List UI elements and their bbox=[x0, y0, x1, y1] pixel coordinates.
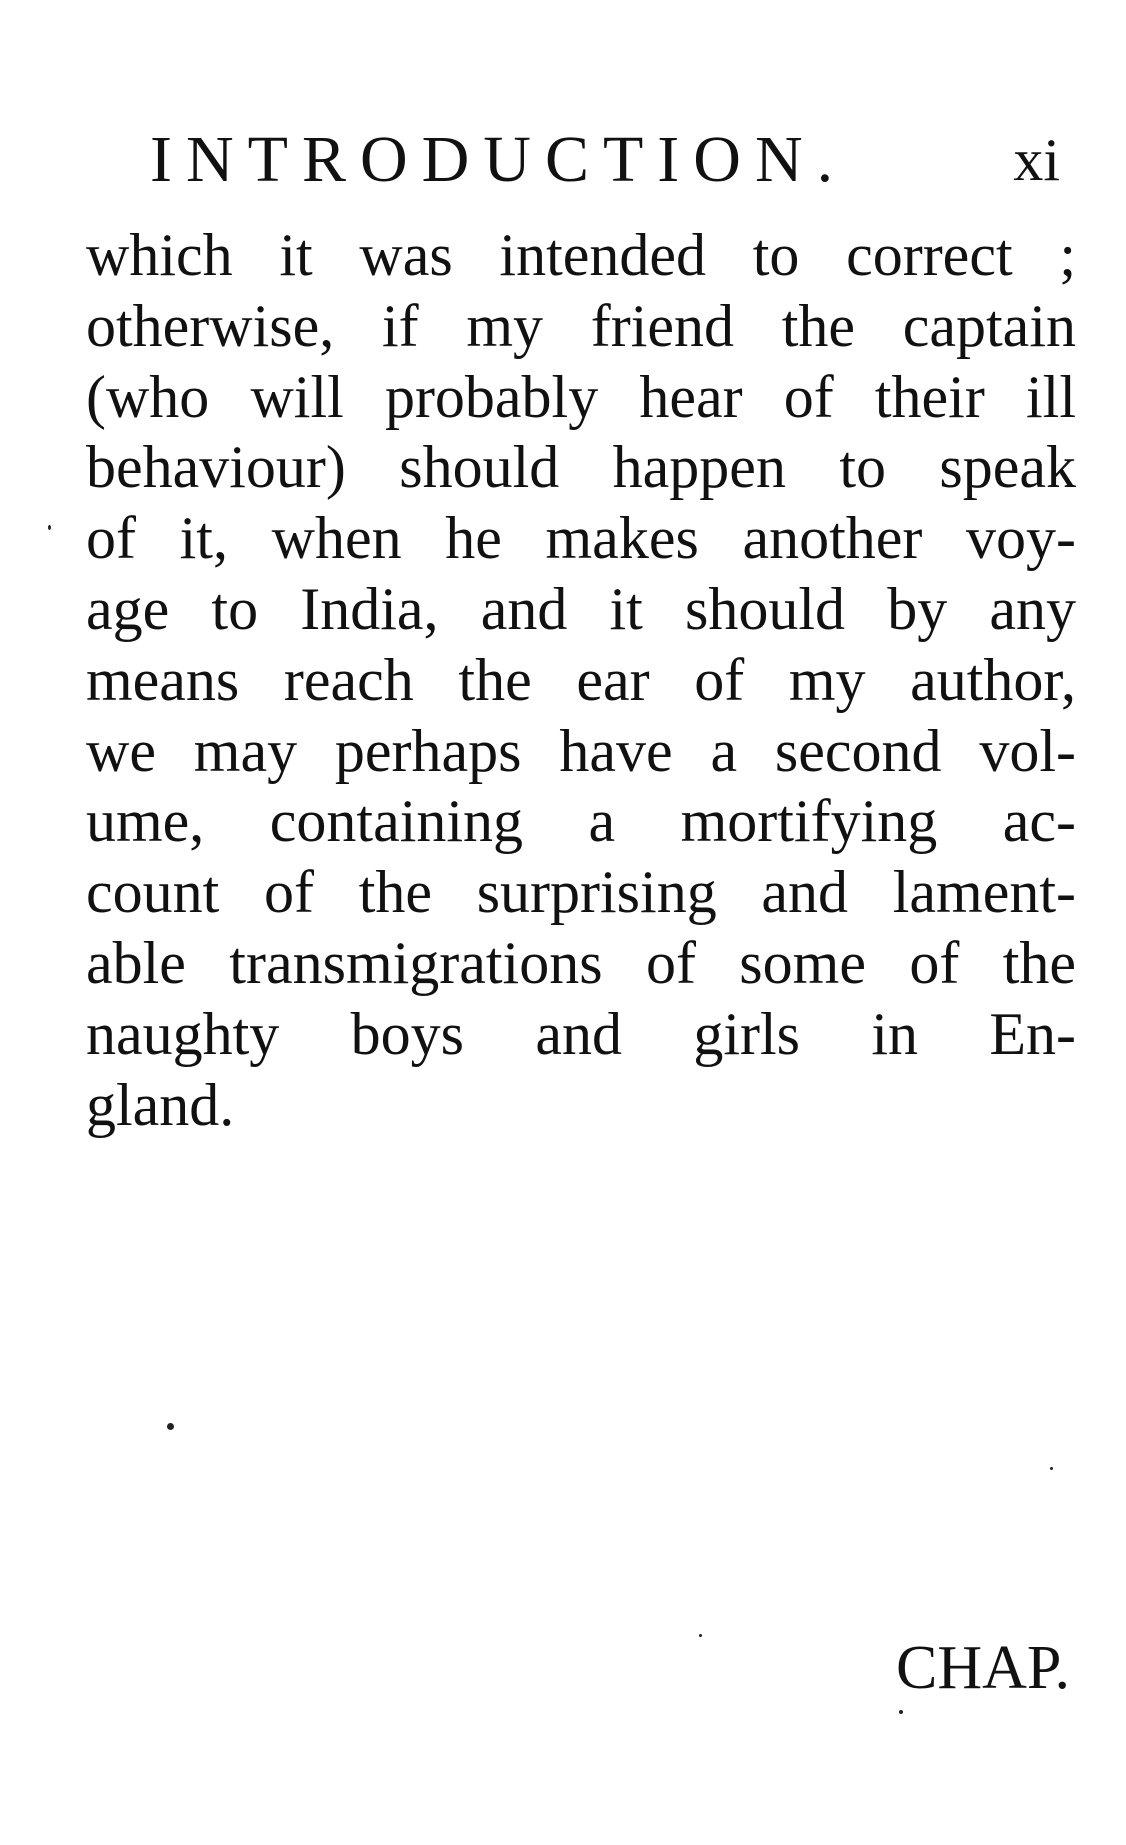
text-line: behaviour) should happen to speak bbox=[86, 434, 1076, 501]
text-line: gland. bbox=[86, 1071, 235, 1138]
text-line: naughty boys and girls in En- bbox=[86, 1000, 1076, 1067]
text-line: of it, when he makes another voy- bbox=[86, 505, 1076, 572]
ink-speck bbox=[48, 525, 51, 530]
text-line: able transmigrations of some of the bbox=[86, 929, 1076, 996]
ink-speck bbox=[167, 1423, 174, 1430]
text-line: count of the surprising and lament- bbox=[86, 859, 1076, 926]
text-line: otherwise, if my friend the captain bbox=[86, 292, 1076, 359]
text-line: ume, containing a mortifying ac- bbox=[86, 788, 1076, 855]
ink-speck bbox=[1050, 1467, 1053, 1470]
text-line: (who will probably hear of their ill bbox=[86, 363, 1076, 430]
text-line: we may perhaps have a second vol- bbox=[86, 717, 1076, 784]
text-line: means reach the ear of my author, bbox=[86, 646, 1076, 713]
running-head bbox=[150, 120, 1060, 200]
ink-speck bbox=[699, 1634, 702, 1637]
ink-speck bbox=[899, 1710, 903, 1714]
text-line: age to India, and it should by any bbox=[86, 575, 1076, 642]
text-line: which it was intended to correct ; bbox=[86, 222, 1076, 288]
running-head-title: INTRODUCTION. bbox=[150, 123, 848, 196]
body-text bbox=[86, 220, 1076, 1140]
page-number: xi bbox=[1013, 127, 1060, 193]
catchword: CHAP. bbox=[895, 1634, 1070, 1702]
